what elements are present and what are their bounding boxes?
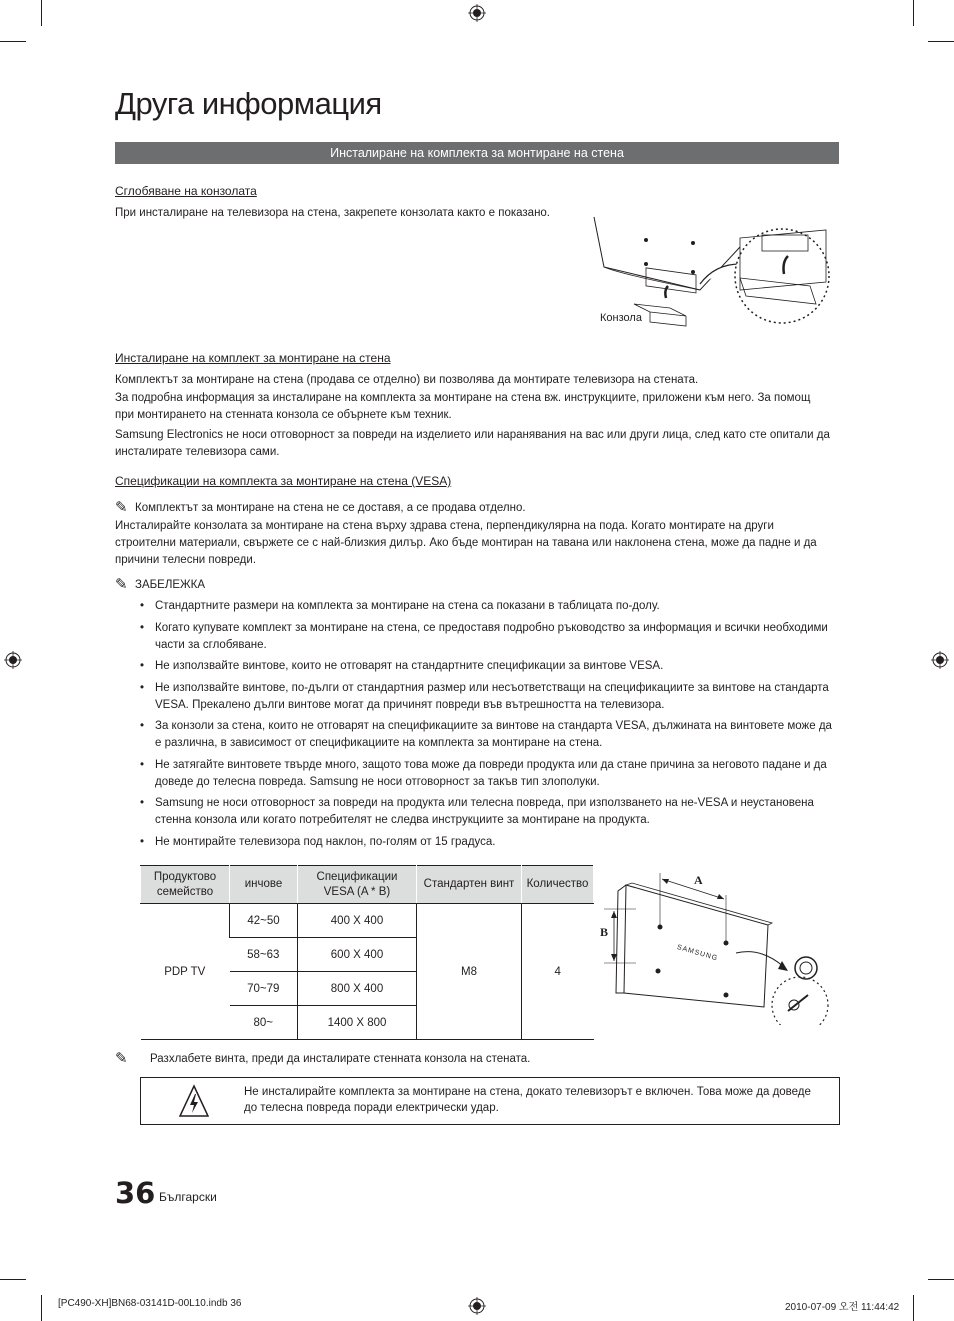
list-item: • Не монтирайте телевизора под наклон, по-голям от 15 градуса. (138, 834, 838, 851)
install-kit-paragraph: Samsung Electronics не носи отговорност за повреди на изделието или наранявания на вас или други лица, след като сте опитали да инсталирате телевизора сами. (115, 429, 830, 458)
footer-timestamp: 2010-07-09 오전 11:44:42 (785, 1302, 900, 1313)
table-cell-screw: M8 (417, 904, 522, 1040)
registration-mark-icon (468, 1297, 486, 1315)
install-kit-heading: Инсталиране на комплект за монтиране на стена (115, 351, 391, 365)
tv-brand-label: SAMSUNG (676, 944, 719, 963)
vesa-paragraph: Инсталирайте конзолата за монтиране на стена върху здрава стена, перпендикулярна на пода. Когато монтирате на други строителни материали, свържете се с най-близкия дилър. Ако бъде монтиран на тавана или наклонена стена, може да падне и да причини телесни повреди. (115, 520, 817, 566)
table-header-cell: Стандартен винт (417, 866, 522, 904)
screw-note (115, 1049, 530, 1067)
list-item: • За конзоли за стена, които не отговарят на спецификациите за винтове на стандарта VESA, дължината на винтовете може да е различна, в зависимост от спецификациите на комплекта за монтиране на стена. (138, 718, 838, 752)
table-cell-inches: 70~79 (230, 972, 298, 1006)
table-cell-family: PDP TV (141, 904, 230, 1040)
page-language: Български (159, 1190, 217, 1204)
pencil-note-icon: ✎ (115, 576, 128, 593)
list-item: • Стандартните размери на комплекта за монтиране на стена са показани в таблицата по-долу. (138, 598, 838, 615)
vesa-heading: Спецификации на комплекта за монтиране на стена (VESA) (115, 474, 452, 488)
figure-label-bracket: Конзола (600, 312, 642, 324)
table-cell-inches: 58~63 (230, 938, 298, 972)
assembly-text: При инсталиране на телевизора на стена, закрепете конзолата както е показано. (115, 207, 551, 219)
tv-back-diagram (596, 865, 836, 1025)
table-header-cell: Спецификации VESA (A * B) (298, 866, 417, 904)
table-header-cell: Количество (522, 866, 594, 904)
vesa-spec-table (140, 865, 594, 1040)
table-cell-inches: 42~50 (230, 904, 298, 938)
list-item: • Не използвайте винтове, които не отговарят на стандартните спецификации за винтове VESA. (138, 658, 838, 675)
table-header-cell: инчове (230, 866, 298, 904)
table-cell-vesa: 1400 X 800 (298, 1006, 417, 1040)
table-cell-vesa: 800 X 400 (298, 972, 417, 1006)
pencil-note-icon: ✎ (115, 499, 128, 516)
crop-mark (0, 1279, 26, 1280)
registration-mark-icon (931, 651, 949, 669)
crop-mark (0, 41, 26, 42)
registration-mark-icon (468, 4, 486, 22)
page-number: 36 (115, 1176, 156, 1210)
list-item: • Samsung не носи отговорност за повреди на продукта или телесна повреда, при използването на не-VESA и неустановена стенна конзола или когато потребителят не следва инструкциите за монтиране на продукта. (138, 795, 838, 829)
install-kit-paragraph: Комплектът за монтиране на стена (продава се отделно) ви позволява да монтирате телевизора на стената. (115, 374, 699, 386)
table-header-cell: Продуктово семейство (141, 866, 230, 904)
registration-mark-icon (4, 651, 22, 669)
table-cell-vesa: 400 X 400 (298, 904, 417, 938)
crop-mark (913, 0, 914, 26)
page-title: Друга информация (115, 86, 382, 121)
crop-mark (913, 1295, 914, 1321)
crop-mark (41, 0, 42, 26)
list-item: • Когато купувате комплект за монтиране на стена, се предоставя подробно ръководство за информация и всички необходими части за сглобяване. (138, 620, 838, 654)
list-item: • Не използвайте винтове, по-дълги от стандартния размер или несъответстващи на спецификациите за винтове на стандарта VESA. Прекалено дълги винтове могат да причинят повреди във вътрешността на телевизора. (138, 680, 838, 714)
table-cell-quantity: 4 (522, 904, 594, 1040)
vesa-note-text: Комплектът за монтиране на стена не се доставя, а се продава отделно. (135, 502, 526, 514)
warning-text: Не инсталирайте комплекта за монтиране на стена, докато телевизорът е включен. Това може да доведе до телесна повреда поради електрически удар. (244, 1086, 811, 1114)
screw-note-text: Разхлабете винта, преди да инсталирате стенната конзола на стената. (150, 1053, 531, 1065)
table-cell-vesa: 600 X 400 (298, 938, 417, 972)
table-row (141, 904, 594, 938)
crop-mark (41, 1295, 42, 1321)
electric-shock-warning-icon (179, 1084, 209, 1118)
note-label-text: ЗАБЕЛЕЖКА (135, 579, 206, 591)
bullet-list (138, 598, 838, 855)
install-kit-paragraph: За подробна информация за инсталиране на комплекта за монтиране на стена вж. инструкциите, приложени към него. За помощ при монтирането на стенната конзола се обърнете към техник. (115, 392, 811, 421)
table-header-row (141, 866, 594, 904)
crop-mark (928, 1279, 954, 1280)
dimension-label-b: B (600, 925, 609, 939)
list-item: • Не затягайте винтовете твърде много, защото това може да повреди продукта или да стане причина за неговото падане и да доведе до телесна повреда. Samsung не носи отговорност за такъв тип злополуки. (138, 757, 838, 791)
warning-box (140, 1077, 840, 1125)
note-label (115, 575, 205, 593)
section-title-bar: Инсталиране на комплекта за монтиране на стена (115, 142, 839, 164)
vesa-note (115, 498, 526, 516)
pencil-note-icon: ✎ (115, 1050, 128, 1067)
assembly-heading: Сглобяване на конзолата (115, 184, 257, 198)
footer-file-name: [PC490-XH]BN68-03141D-00L10.indb 36 (58, 1298, 242, 1309)
dimension-label-a: A (694, 873, 703, 887)
crop-mark (928, 41, 954, 42)
table-cell-inches: 80~ (230, 1006, 298, 1040)
